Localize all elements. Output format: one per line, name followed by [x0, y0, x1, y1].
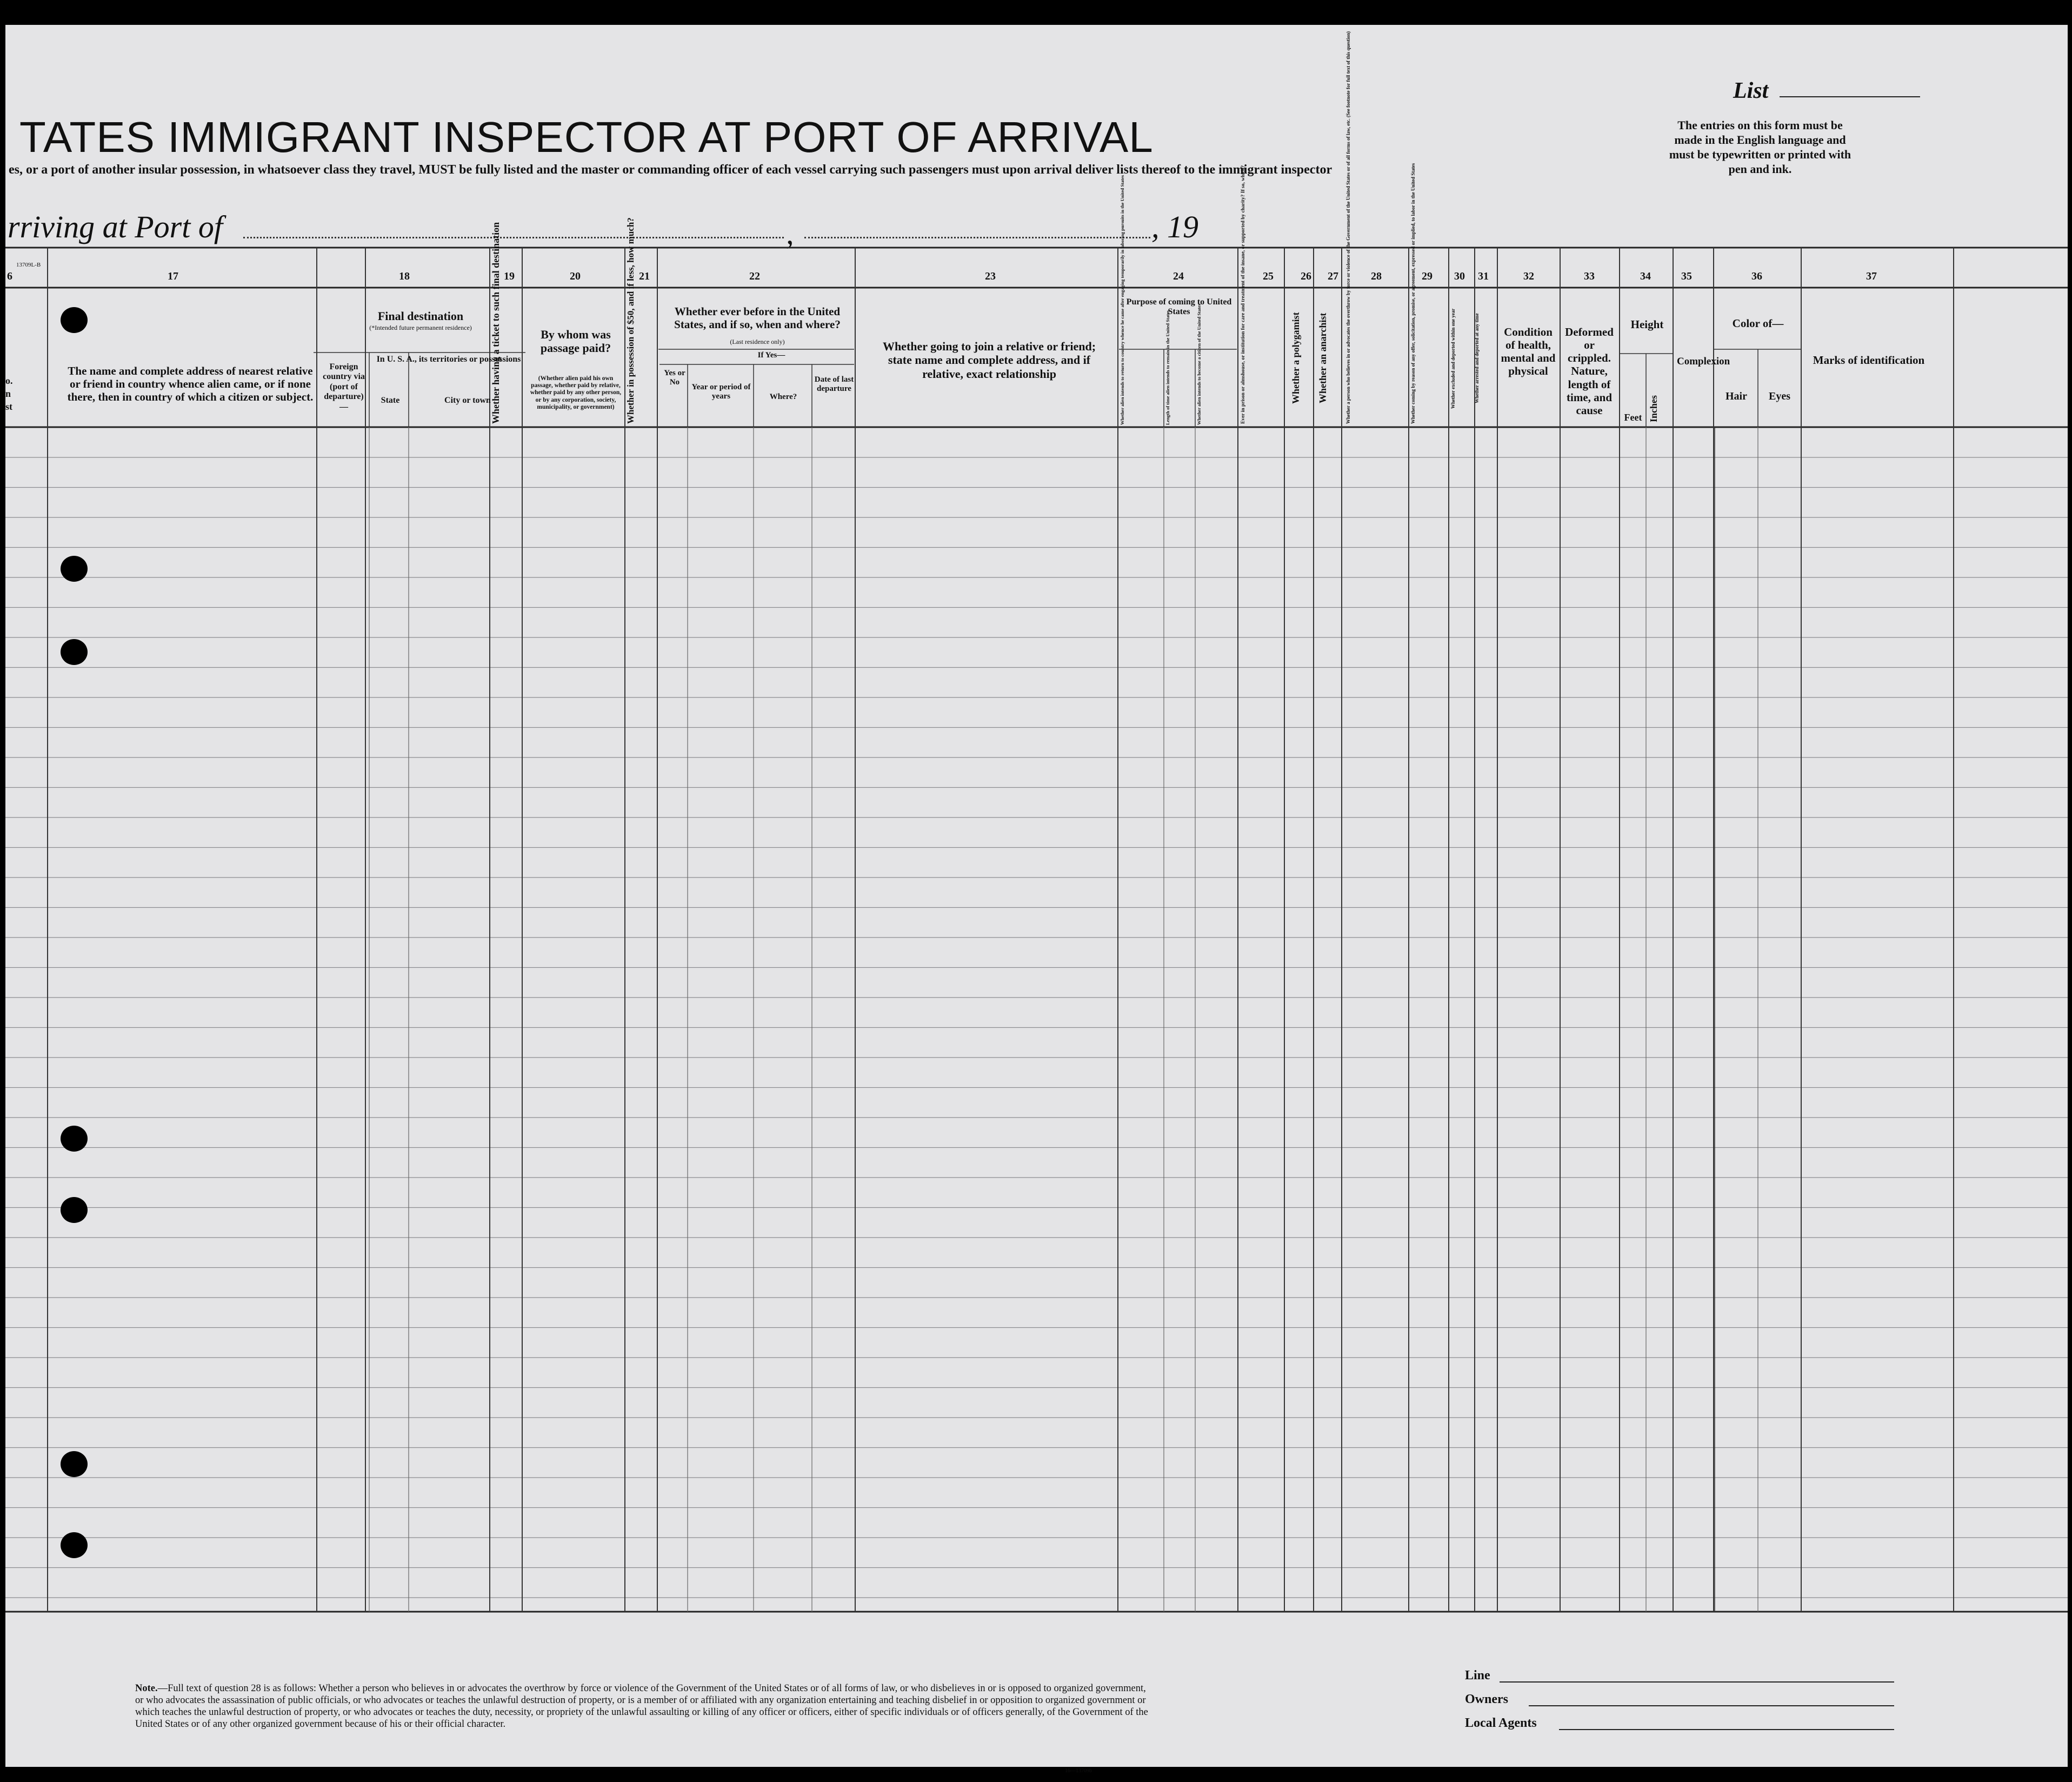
punch-hole — [61, 1451, 88, 1477]
col-16-fragment: o. — [5, 375, 13, 386]
col-20-note: (Whether alien paid his own passage, whether paid by relative, whether paid by any other person, or by any corporation, society, municipality, or government) — [530, 375, 622, 410]
col-25-number: 25 — [1263, 270, 1274, 282]
col-20-number: 20 — [570, 270, 581, 282]
col-24-b: Length of time alien intends to remain in the United States — [1165, 310, 1170, 425]
col-36-hair: Hair — [1725, 390, 1747, 402]
col-21-number: 21 — [639, 270, 650, 282]
owners-label: Owners — [1465, 1692, 1508, 1706]
form-title: TATES IMMIGRANT INSPECTOR AT PORT OF ARRIVAL — [19, 113, 1154, 161]
col-34-inches: Inches — [1648, 395, 1659, 423]
col-28-header: Whether a person who believes in or advocates the overthrow by force or violence of the Government of the United States or of all forms of law, etc. (See footnote for full text of this question) — [1345, 31, 1351, 424]
col-35-header: Complexion — [1677, 356, 1730, 367]
col-30-number: 30 — [1454, 270, 1465, 282]
col-23-header: Whether going to join a relative or friend; state name and complete address, and if relative, exact relationship — [882, 340, 1096, 381]
note-text: —Full text of question 28 is as follows: Whether a person who believes in or advocates the overthrow by force or violence of the Government of the United States or of all forms of law, or who disbelieves in or is opposed to organized government, or who advocates the assassination of public officials, or who advocates or teaches the unlawful destruction of property, or is a member of or affiliated with any organization entertaining and teaching disbelief in or opposition to organized government or which teaches the unlawful destruction of property, or who advocates or teaches the duty, necessity, or propriety of the unlawful assaulting or killing of any officer or officers, either of specific individuals or of officers generally, of the Government of the United States or of any other organized government because of his or their official character. — [135, 1683, 1148, 1730]
notice-line: pen and ink. — [1728, 162, 1792, 176]
col-18-city: City or town — [444, 396, 491, 405]
col-22-yes-no: Yes or No — [664, 369, 685, 387]
note-label: Note. — [135, 1683, 158, 1694]
form-number-top: 13709L-B — [16, 262, 41, 268]
col-19-header: Whether having a ticket to such final destination — [490, 222, 501, 424]
question-28-footnote — [135, 1683, 1151, 1730]
col-24-title: Purpose of coming to United States — [1126, 297, 1232, 317]
punch-hole — [61, 307, 88, 333]
col-22-if-yes: If Yes— — [757, 351, 785, 360]
punch-hole — [61, 1197, 88, 1223]
col-33-header: Deformed or crippled. Nature, length of time, and cause — [1565, 325, 1614, 417]
col-22-note: (Last residence only) — [730, 338, 785, 345]
col-37-header: Marks of identification — [1813, 354, 1925, 367]
col-36-number: 36 — [1751, 270, 1762, 282]
col-34-title: Height — [1630, 318, 1664, 331]
port-comma: , — [786, 216, 794, 251]
list-label: List — [1733, 78, 1769, 103]
col-32-number: 32 — [1523, 270, 1534, 282]
local-agents-label: Local Agents — [1465, 1716, 1537, 1730]
punch-hole — [61, 1532, 88, 1558]
owners-field[interactable] — [1529, 1705, 1894, 1706]
form-subtitle: es, or a port of another insular possession, in whatsoever class they travel, MUST be fully listed and the master or commanding officer of each vessel carrying such passengers must upon arrival deliver lists thereof to the immigrant inspector — [9, 163, 1333, 177]
col-24-a: Whether alien intends to return to country whence he came after engaging temporarily in laboring pursuits in the United States — [1120, 175, 1125, 425]
col-31-number: 31 — [1478, 270, 1489, 282]
punch-hole — [61, 556, 88, 582]
col-16-number: 6 — [7, 270, 12, 282]
col-18-note: (*Intended future permanent residence) — [369, 324, 472, 331]
col-27-header: Whether an anarchist — [1317, 312, 1328, 403]
local-agents-field[interactable] — [1559, 1729, 1894, 1730]
notice-line: The entries on this form must be — [1677, 118, 1843, 132]
notice-line: must be typewritten or printed with — [1669, 148, 1851, 161]
col-35-number: 35 — [1681, 270, 1692, 282]
col-30-header: Whether excluded and deported within one year — [1450, 308, 1456, 409]
col-18-state: State — [381, 396, 400, 405]
col-18-foreign: Foreign country via (port of departure)— — [323, 362, 365, 411]
col-22-title: Whether ever before in the United States, and if so, when and where? — [674, 305, 841, 331]
col-17-number: 17 — [168, 270, 178, 282]
form-grid — [5, 25, 2068, 1767]
col-16-fragment: st — [5, 401, 12, 412]
col-17-header: The name and complete address of nearest relative or friend in country whence alien came, or if none there, then in country of which a citizen or subject. — [67, 364, 314, 404]
col-21-header: Whether in possession of $50, and if less, how much? — [625, 217, 636, 424]
manifest-sheet — [5, 25, 2068, 1774]
col-22-number: 22 — [749, 270, 760, 282]
col-23-number: 23 — [985, 270, 996, 282]
line-label: Line — [1465, 1668, 1490, 1683]
col-18-number: 18 — [399, 270, 410, 282]
col-24-number: 24 — [1173, 270, 1184, 282]
year-prefix: , 19 — [1151, 209, 1198, 244]
notice-line: made in the English language and — [1674, 133, 1846, 147]
col-16-fragment: n — [5, 388, 11, 399]
col-29-header: Whether coming by reason of any offer, solicitation, promise, or agreement, expressed or implied, to labor in the United States — [1410, 163, 1416, 424]
col-20-title: By whom was passage paid? — [540, 328, 611, 355]
col-34-feet: Feet — [1624, 412, 1642, 423]
col-34-number: 34 — [1640, 270, 1651, 282]
col-36-title: Color of— — [1732, 317, 1784, 330]
col-22-date: Date of last departure — [814, 375, 854, 394]
col-24-c: Whether alien intends to become a citizen of the United States — [1196, 303, 1202, 425]
col-33-number: 33 — [1584, 270, 1595, 282]
col-26-header: Whether a polygamist — [1290, 312, 1301, 404]
col-36-eyes: Eyes — [1769, 390, 1790, 402]
punch-hole — [61, 639, 88, 665]
col-19-number: 19 — [504, 270, 515, 282]
punch-hole — [61, 1126, 88, 1152]
col-37-number: 37 — [1866, 270, 1877, 282]
col-18-usa: In U. S. A., its territories or possessions — [376, 355, 521, 364]
arriving-label: at Port of — [102, 209, 223, 244]
arriving-prefix: rriving — [8, 209, 95, 244]
form-number-bottom: 16—13709b — [1065, 1768, 1092, 1774]
col-26-number: 26 — [1301, 270, 1311, 282]
col-16-header — [5, 374, 13, 413]
col-29-number: 29 — [1422, 270, 1433, 282]
col-28-number: 28 — [1371, 270, 1382, 282]
col-27-number: 27 — [1328, 270, 1338, 282]
col-22-where: Where? — [769, 393, 797, 401]
col-22-year: Year or period of years — [691, 383, 751, 401]
line-field[interactable] — [1500, 1681, 1894, 1683]
col-32-header: Condition of health, mental and physical — [1501, 325, 1556, 378]
col-18-title: Final destination — [377, 309, 464, 323]
col-31-header: Whether arrested and deported at any time — [1474, 313, 1480, 404]
col-25-header: Ever in prison or almshouse, or institution for care and treatment of the insane, or supported by charity? If so, which? — [1241, 165, 1246, 424]
